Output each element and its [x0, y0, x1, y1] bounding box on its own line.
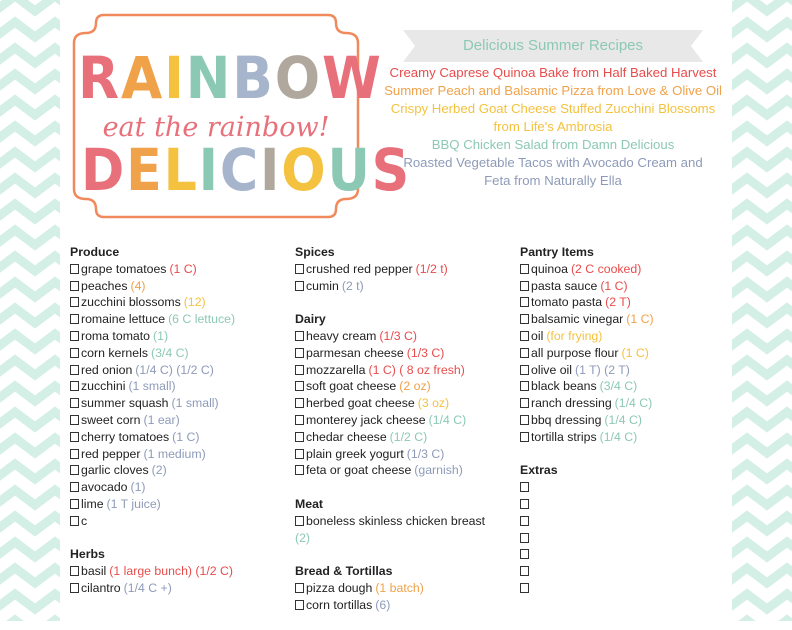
item-name: cumin [306, 278, 339, 293]
banner-title: Delicious Summer Recipes [462, 37, 644, 54]
item-name: corn kernels [81, 345, 148, 360]
chevron-stripe [0, 74, 60, 89]
chevron-stripe [732, 386, 792, 401]
chevron-stripe [732, 48, 792, 63]
list-item [70, 479, 285, 496]
section-title: Pantry Items [520, 245, 594, 259]
item-name: pasta sauce [531, 278, 598, 293]
checkbox[interactable] [520, 398, 529, 408]
chevron-stripe [732, 178, 792, 193]
item-name: zucchini blossoms [81, 295, 181, 310]
item-quantity: (3 oz) [417, 396, 450, 411]
item-quantity: (1 C) [172, 429, 200, 444]
list-item [520, 261, 720, 278]
item-name: mozzarella [306, 362, 366, 377]
list-item [70, 261, 285, 278]
item-quantity: (1 C) [621, 345, 649, 360]
logo-letter: C [219, 136, 261, 204]
item-name: corn tortillas [306, 597, 373, 612]
list-item [520, 378, 720, 395]
checkbox[interactable] [520, 365, 529, 375]
checkbox[interactable] [520, 381, 529, 391]
chevron-stripe [732, 74, 792, 89]
column-left [70, 244, 285, 614]
recipes-banner [403, 30, 703, 62]
checkbox[interactable] [295, 449, 304, 459]
chevron-stripe [732, 464, 792, 479]
item-quantity: (1 large bunch) (1/2 C) [109, 564, 234, 579]
checkbox[interactable] [295, 398, 304, 408]
logo-letter: W [322, 44, 383, 112]
list-item [520, 429, 720, 446]
chevron-stripe [732, 568, 792, 583]
list-item [295, 362, 507, 379]
checkbox[interactable] [520, 566, 529, 576]
item-name: pizza dough [306, 580, 373, 595]
item-quantity: (2 C cooked) [570, 261, 642, 276]
item-name: peaches [81, 278, 128, 293]
section-extras [520, 462, 720, 596]
item-quantity: (1/2 t) [415, 261, 448, 276]
checkbox[interactable] [70, 516, 79, 526]
logo-letter: B [232, 44, 275, 112]
list-item [295, 328, 507, 345]
checkbox[interactable] [295, 583, 304, 593]
list-item [295, 462, 507, 479]
checkbox[interactable] [295, 348, 304, 358]
checkbox[interactable] [520, 314, 529, 324]
checkbox[interactable] [295, 432, 304, 442]
recipe-link[interactable]: Roasted Vegetable Tacos with Avocado Cream and Feta from Naturally Ella [403, 155, 703, 188]
list-item [520, 530, 720, 547]
list-item [295, 597, 507, 614]
logo-letter: O [274, 44, 323, 112]
checkbox[interactable] [295, 381, 304, 391]
recipe-list [378, 64, 728, 190]
list-item [70, 362, 285, 379]
checkbox[interactable] [520, 533, 529, 543]
item-name: tomato pasta [531, 295, 603, 310]
chevron-stripe [0, 152, 60, 167]
section-title: Herbs [70, 547, 105, 562]
section-title: Produce [70, 245, 120, 259]
recipe-link[interactable]: Summer Peach and Balsamic Pizza from Love & Olive Oil [384, 83, 722, 98]
checkbox[interactable] [70, 465, 79, 475]
logo-word-rainbow [78, 44, 383, 112]
item-name: bbq dressing [531, 412, 602, 427]
checkbox[interactable] [70, 264, 79, 274]
chevron-stripe [732, 542, 792, 557]
list-item [295, 580, 507, 597]
item-name: plain greek yogurt [306, 446, 404, 461]
list-item [520, 580, 720, 597]
item-name: summer squash [81, 396, 169, 411]
checkbox[interactable] [70, 583, 79, 593]
item-quantity: (1 T juice) [106, 496, 161, 511]
item-quantity: (garnish) [414, 463, 463, 478]
checkbox[interactable] [295, 600, 304, 610]
section-herbs [70, 546, 285, 596]
column-right [520, 244, 720, 614]
checkbox[interactable] [70, 281, 79, 291]
section-spices [295, 244, 507, 294]
checkbox[interactable] [520, 264, 529, 274]
item-quantity: (2 oz) [399, 379, 431, 394]
list-item [295, 345, 507, 362]
chevron-stripe [0, 568, 60, 583]
chevron-stripe [732, 594, 792, 609]
section-bread-tortillas [295, 563, 507, 613]
chevron-stripe [732, 334, 792, 349]
chevron-stripe [0, 438, 60, 453]
item-name: cherry tomatoes [81, 429, 170, 444]
chevron-stripe [732, 0, 792, 11]
checkbox[interactable] [295, 281, 304, 291]
chevron-pattern-right [732, 0, 792, 621]
list-item [70, 462, 285, 479]
chevron-stripe [732, 256, 792, 271]
logo-word-delicious [81, 136, 412, 204]
checkbox[interactable] [70, 499, 79, 509]
logo-letter: R [78, 44, 121, 112]
list-item [520, 294, 720, 311]
checkbox[interactable] [70, 331, 79, 341]
list-item [520, 345, 720, 362]
checkbox[interactable] [520, 583, 529, 593]
item-name: cilantro [81, 580, 121, 595]
chevron-stripe [732, 308, 792, 323]
list-item [70, 580, 285, 597]
list-item [70, 446, 285, 463]
section-title: Meat [295, 496, 324, 511]
chevron-stripe [732, 516, 792, 531]
chevron-stripe [0, 126, 60, 141]
chevron-stripe [0, 412, 60, 427]
checkbox[interactable] [520, 415, 529, 425]
item-quantity: (1 C) [169, 261, 197, 276]
item-quantity: (1) [153, 328, 169, 343]
checkbox[interactable] [70, 415, 79, 425]
item-quantity: (1 C) [626, 312, 654, 327]
list-item [70, 395, 285, 412]
section-title: Bread & Tortillas [295, 564, 393, 579]
item-name: black beans [531, 379, 597, 394]
checkbox[interactable] [70, 432, 79, 442]
item-quantity: (1/4 C) [604, 412, 643, 427]
item-name: garlic cloves [81, 463, 149, 478]
list-item [520, 362, 720, 379]
chevron-stripe [732, 438, 792, 453]
list-item [70, 412, 285, 429]
checkbox[interactable] [520, 281, 529, 291]
item-quantity: (1 small) [128, 379, 176, 394]
chevron-stripe [0, 282, 60, 297]
item-name: grape tomatoes [81, 261, 167, 276]
chevron-stripe [732, 100, 792, 115]
item-name: zucchini [81, 379, 126, 394]
checkbox[interactable] [70, 365, 79, 375]
logo-letter: A [120, 44, 165, 112]
recipe-link[interactable]: Creamy Caprese Quinoa Bake from Half Baked Harvest [389, 65, 717, 80]
item-quantity: (1/4 C) (1/2 C) [135, 362, 214, 377]
section-dairy [295, 311, 507, 479]
item-name: sweet corn [81, 412, 141, 427]
checkbox[interactable] [70, 297, 79, 307]
list-item [520, 278, 720, 295]
item-name: olive oil [531, 362, 573, 377]
chevron-stripe [0, 22, 60, 37]
chevron-stripe [0, 230, 60, 245]
list-item [295, 278, 507, 295]
chevron-stripe [732, 204, 792, 219]
item-name: parmesan cheese [306, 345, 404, 360]
item-quantity: (1 C) [600, 278, 628, 293]
list-item [520, 412, 720, 429]
logo-letter: I [164, 44, 186, 112]
chevron-stripe [732, 282, 792, 297]
item-name: quinoa [531, 261, 568, 276]
list-item [295, 513, 507, 547]
checkbox[interactable] [520, 516, 529, 526]
checkbox[interactable] [70, 449, 79, 459]
chevron-stripe [732, 230, 792, 245]
logo-letter: L [163, 136, 199, 204]
section-title: Dairy [295, 312, 326, 327]
checkbox[interactable] [520, 348, 529, 358]
checkbox[interactable] [70, 482, 79, 492]
chevron-stripe [0, 334, 60, 349]
chevron-stripe [732, 360, 792, 375]
item-quantity: (1/4 C) [614, 396, 653, 411]
chevron-stripe [0, 178, 60, 193]
list-item [520, 479, 720, 496]
checkbox[interactable] [520, 499, 529, 509]
chevron-stripe [0, 542, 60, 557]
list-item [295, 395, 507, 412]
checkbox[interactable] [520, 432, 529, 442]
checkbox[interactable] [520, 549, 529, 559]
item-quantity: (2) [151, 463, 167, 478]
chevron-stripe [0, 360, 60, 375]
list-item [520, 496, 720, 513]
chevron-stripe [0, 48, 60, 63]
rainbow-delicious-logo [66, 11, 412, 221]
item-quantity: (6 C lettuce) [168, 312, 236, 327]
item-quantity: (1/3 C) [406, 345, 445, 360]
checkbox[interactable] [70, 348, 79, 358]
chevron-stripe [0, 256, 60, 271]
checkbox[interactable] [520, 297, 529, 307]
list-item [295, 261, 507, 278]
item-quantity: (12) [183, 295, 206, 310]
item-name: basil [81, 564, 107, 579]
item-name: c [81, 513, 88, 528]
chevron-stripe [732, 490, 792, 505]
list-item [295, 446, 507, 463]
checkbox[interactable] [295, 365, 304, 375]
item-quantity: (2 T) [605, 295, 631, 310]
checkbox[interactable] [295, 516, 304, 526]
checkbox[interactable] [295, 264, 304, 274]
list-item [520, 513, 720, 530]
logo-letter: I [260, 136, 282, 204]
item-name: balsamic vinegar [531, 312, 624, 327]
item-quantity: (1 C) ( 8 oz fresh) [368, 362, 465, 377]
list-item [70, 345, 285, 362]
chevron-pattern-left [0, 0, 60, 621]
checkbox[interactable] [70, 566, 79, 576]
checkbox[interactable] [70, 314, 79, 324]
list-item [520, 546, 720, 563]
column-middle [295, 244, 507, 630]
list-item [295, 429, 507, 446]
item-quantity: (1/2 C) [389, 429, 428, 444]
item-name: soft goat cheese [306, 379, 397, 394]
item-quantity: (1 ear) [143, 412, 180, 427]
item-name: ranch dressing [531, 396, 612, 411]
section-title: Spices [295, 245, 335, 259]
item-name: herbed goat cheese [306, 396, 415, 411]
checkbox[interactable] [70, 398, 79, 408]
item-quantity: (1 small) [171, 396, 219, 411]
logo-letter: S [371, 136, 412, 204]
checkbox[interactable] [520, 482, 529, 492]
item-name: red pepper [81, 446, 141, 461]
checkbox[interactable] [520, 331, 529, 341]
logo-letter: N [185, 44, 233, 112]
item-quantity: (1/4 C +) [123, 580, 172, 595]
logo-letter: I [198, 136, 220, 204]
item-name: tortilla strips [531, 429, 597, 444]
item-name: boneless skinless chicken breast [306, 513, 486, 528]
list-item [70, 496, 285, 513]
chevron-stripe [732, 152, 792, 167]
item-quantity: (4) [130, 278, 146, 293]
list-item [70, 378, 285, 395]
chevron-stripe [0, 100, 60, 115]
item-quantity: (1/3 C) [379, 328, 417, 343]
item-quantity: (for frying) [546, 328, 603, 343]
chevron-stripe [0, 308, 60, 323]
list-item [520, 311, 720, 328]
checkbox[interactable] [295, 415, 304, 425]
item-quantity: (3/4 C) [599, 379, 638, 394]
item-quantity: (2 t) [341, 278, 364, 293]
logo-letter: O [281, 136, 328, 204]
list-item [295, 412, 507, 429]
item-name: red onion [81, 362, 133, 377]
item-name: crushed red pepper [306, 261, 413, 276]
item-quantity: (1 batch) [375, 580, 424, 595]
item-name: all purpose flour [531, 345, 619, 360]
item-name: lime [81, 496, 104, 511]
item-quantity: (1 T) (2 T) [575, 362, 630, 377]
checkbox[interactable] [70, 381, 79, 391]
list-item [520, 563, 720, 580]
checkbox[interactable] [295, 465, 304, 475]
item-name: romaine lettuce [81, 312, 166, 327]
item-name: roma tomato [81, 328, 151, 343]
chevron-stripe [732, 126, 792, 141]
list-item [70, 429, 285, 446]
logo-letter: E [126, 136, 164, 204]
item-quantity: (1/3 C) [406, 446, 445, 461]
item-name: feta or goat cheese [306, 463, 412, 478]
chevron-stripe [732, 22, 792, 37]
item-quantity: (1/4 C) [599, 429, 638, 444]
item-quantity: (1 medium) [143, 446, 206, 461]
list-item [70, 294, 285, 311]
chevron-stripe [0, 0, 60, 11]
list-item [520, 328, 720, 345]
section-meat [295, 496, 507, 546]
item-name: heavy cream [306, 328, 377, 343]
logo-letter: U [327, 136, 372, 204]
chevron-stripe [0, 490, 60, 505]
item-quantity: (6) [375, 597, 391, 612]
item-name: avocado [81, 480, 128, 495]
checkbox[interactable] [295, 331, 304, 341]
chevron-stripe [0, 386, 60, 401]
list-item [70, 563, 285, 580]
list-item [70, 311, 285, 328]
item-name: oil [531, 328, 544, 343]
item-quantity: (3/4 C) [150, 345, 189, 360]
chevron-stripe [0, 464, 60, 479]
recipe-link[interactable]: Crispy Herbed Goat Cheese Stuffed Zucchini Blossoms from Life's Ambrosia [390, 101, 716, 134]
section-title: Extras [520, 463, 558, 478]
list-item [520, 395, 720, 412]
logo-tagline: eat the rainbow! [102, 112, 330, 143]
list-item [295, 378, 507, 395]
list-item [70, 513, 285, 530]
item-name: chedar cheese [306, 429, 387, 444]
chevron-stripe [732, 412, 792, 427]
item-quantity: (1) [130, 480, 146, 495]
section-pantry-items [520, 244, 720, 446]
chevron-stripe [0, 594, 60, 609]
chevron-stripe [0, 516, 60, 531]
logo-letter: D [81, 136, 127, 204]
recipe-link[interactable]: BBQ Chicken Salad from Damn Delicious [431, 137, 675, 152]
item-quantity: (2) [295, 530, 311, 545]
item-quantity: (1/4 C) [428, 412, 467, 427]
section-produce [70, 244, 285, 530]
chevron-stripe [0, 204, 60, 219]
item-name: monterey jack cheese [306, 412, 426, 427]
list-item [70, 328, 285, 345]
list-item [70, 278, 285, 295]
